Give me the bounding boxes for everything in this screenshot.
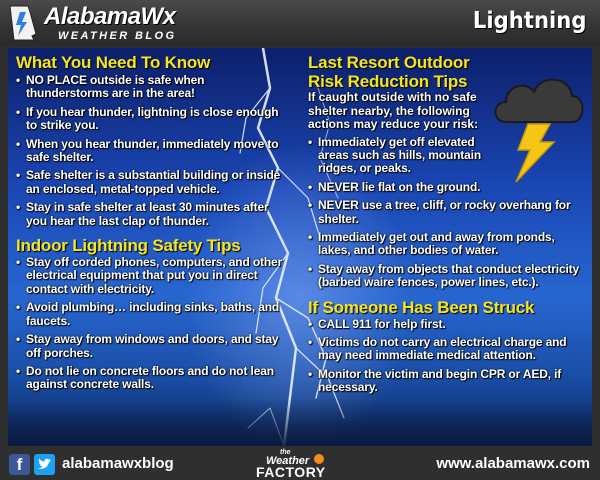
list-item: • NEVER lie flat on the ground. [308, 181, 586, 194]
list-item: • Immediately get off elevated areas such as hills, mountain ridges, or peaks. [308, 136, 488, 176]
city-skyline [8, 398, 592, 446]
factory-the: the [280, 449, 291, 456]
factory-name: FACTORY [256, 464, 326, 480]
brand-subtitle: WEATHER BLOG [58, 30, 177, 42]
section-heading-last-resort-line2: Risk Reduction Tips [308, 72, 468, 91]
list-item: • Stay away from windows and doors, and stay off porches. [16, 333, 284, 360]
footer-bar [0, 448, 600, 480]
sun-icon [314, 454, 324, 464]
list-item: • When you hear thunder, immediately move to safe shelter. [16, 138, 284, 165]
list-item: • NO PLACE outside is safe when thunderstorms are in the area! [16, 74, 284, 101]
list-item: • Safe shelter is a substantial building or inside an enclosed, metal-topped vehicle. [16, 169, 284, 196]
last-resort-intro: If caught outside with no safe shelter nearby, the following actions may reduce your risk: [308, 90, 479, 131]
twitter-bird-icon [34, 454, 55, 475]
list-item: • Stay in safe shelter at least 30 minutes after you hear the last clap of thunder. [16, 201, 284, 228]
what-you-need-list [16, 74, 284, 228]
indoor-tips-list [16, 256, 284, 392]
list-item: • If you hear thunder, lightning is close enough to strike you. [16, 106, 284, 133]
website-link[interactable]: www.alabamawx.com [436, 455, 590, 472]
page-title: Lightning [472, 8, 586, 34]
list-item: • Stay away from objects that conduct electricity (barbed waire fences, power lines, etc.). [308, 263, 586, 290]
list-item: • Stay off corded phones, computers, and other electrical equipment that put you in direct contact with electricity. [16, 256, 284, 296]
section-heading-what-you-need: What You Need To Know [16, 53, 211, 72]
list-item: • CALL 911 for help first. [308, 318, 586, 331]
last-resort-list [308, 136, 586, 290]
section-heading-last-resort-line1: Last Resort Outdoor [308, 53, 470, 72]
left-column [16, 48, 284, 392]
list-item: • Victims do not carry an electrical charge and may need immediate medical attention. [308, 336, 586, 363]
section-heading-indoor-tips: Indoor Lightning Safety Tips [16, 236, 241, 256]
social-handle[interactable]: alabamawxblog [62, 455, 174, 472]
alabama-logo-icon [6, 4, 42, 42]
weather-factory-logo [252, 449, 344, 479]
list-item: • Do not lie on concrete floors and do not lean against concrete walls. [16, 365, 284, 392]
list-item: • Avoid plumbing… including sinks, baths, and faucets. [16, 301, 284, 328]
list-item: • Immediately get out and away from ponds, lakes, and other bodies of water. [308, 231, 586, 258]
list-item: • NEVER use a tree, cliff, or rocky overhang for shelter. [308, 199, 586, 226]
right-column [308, 48, 586, 395]
facebook-icon[interactable]: f [9, 454, 30, 475]
section-heading-someone-struck: If Someone Has Been Struck [308, 297, 535, 317]
infographic-panel [8, 48, 592, 446]
someone-struck-list [308, 318, 586, 395]
brand-name: AlabamaWx [44, 3, 176, 30]
factory-weather: Weather [266, 455, 310, 467]
header-bar [0, 0, 600, 46]
twitter-icon[interactable] [34, 454, 55, 475]
list-item: • Monitor the victim and begin CPR or AED, if necessary. [308, 368, 586, 395]
